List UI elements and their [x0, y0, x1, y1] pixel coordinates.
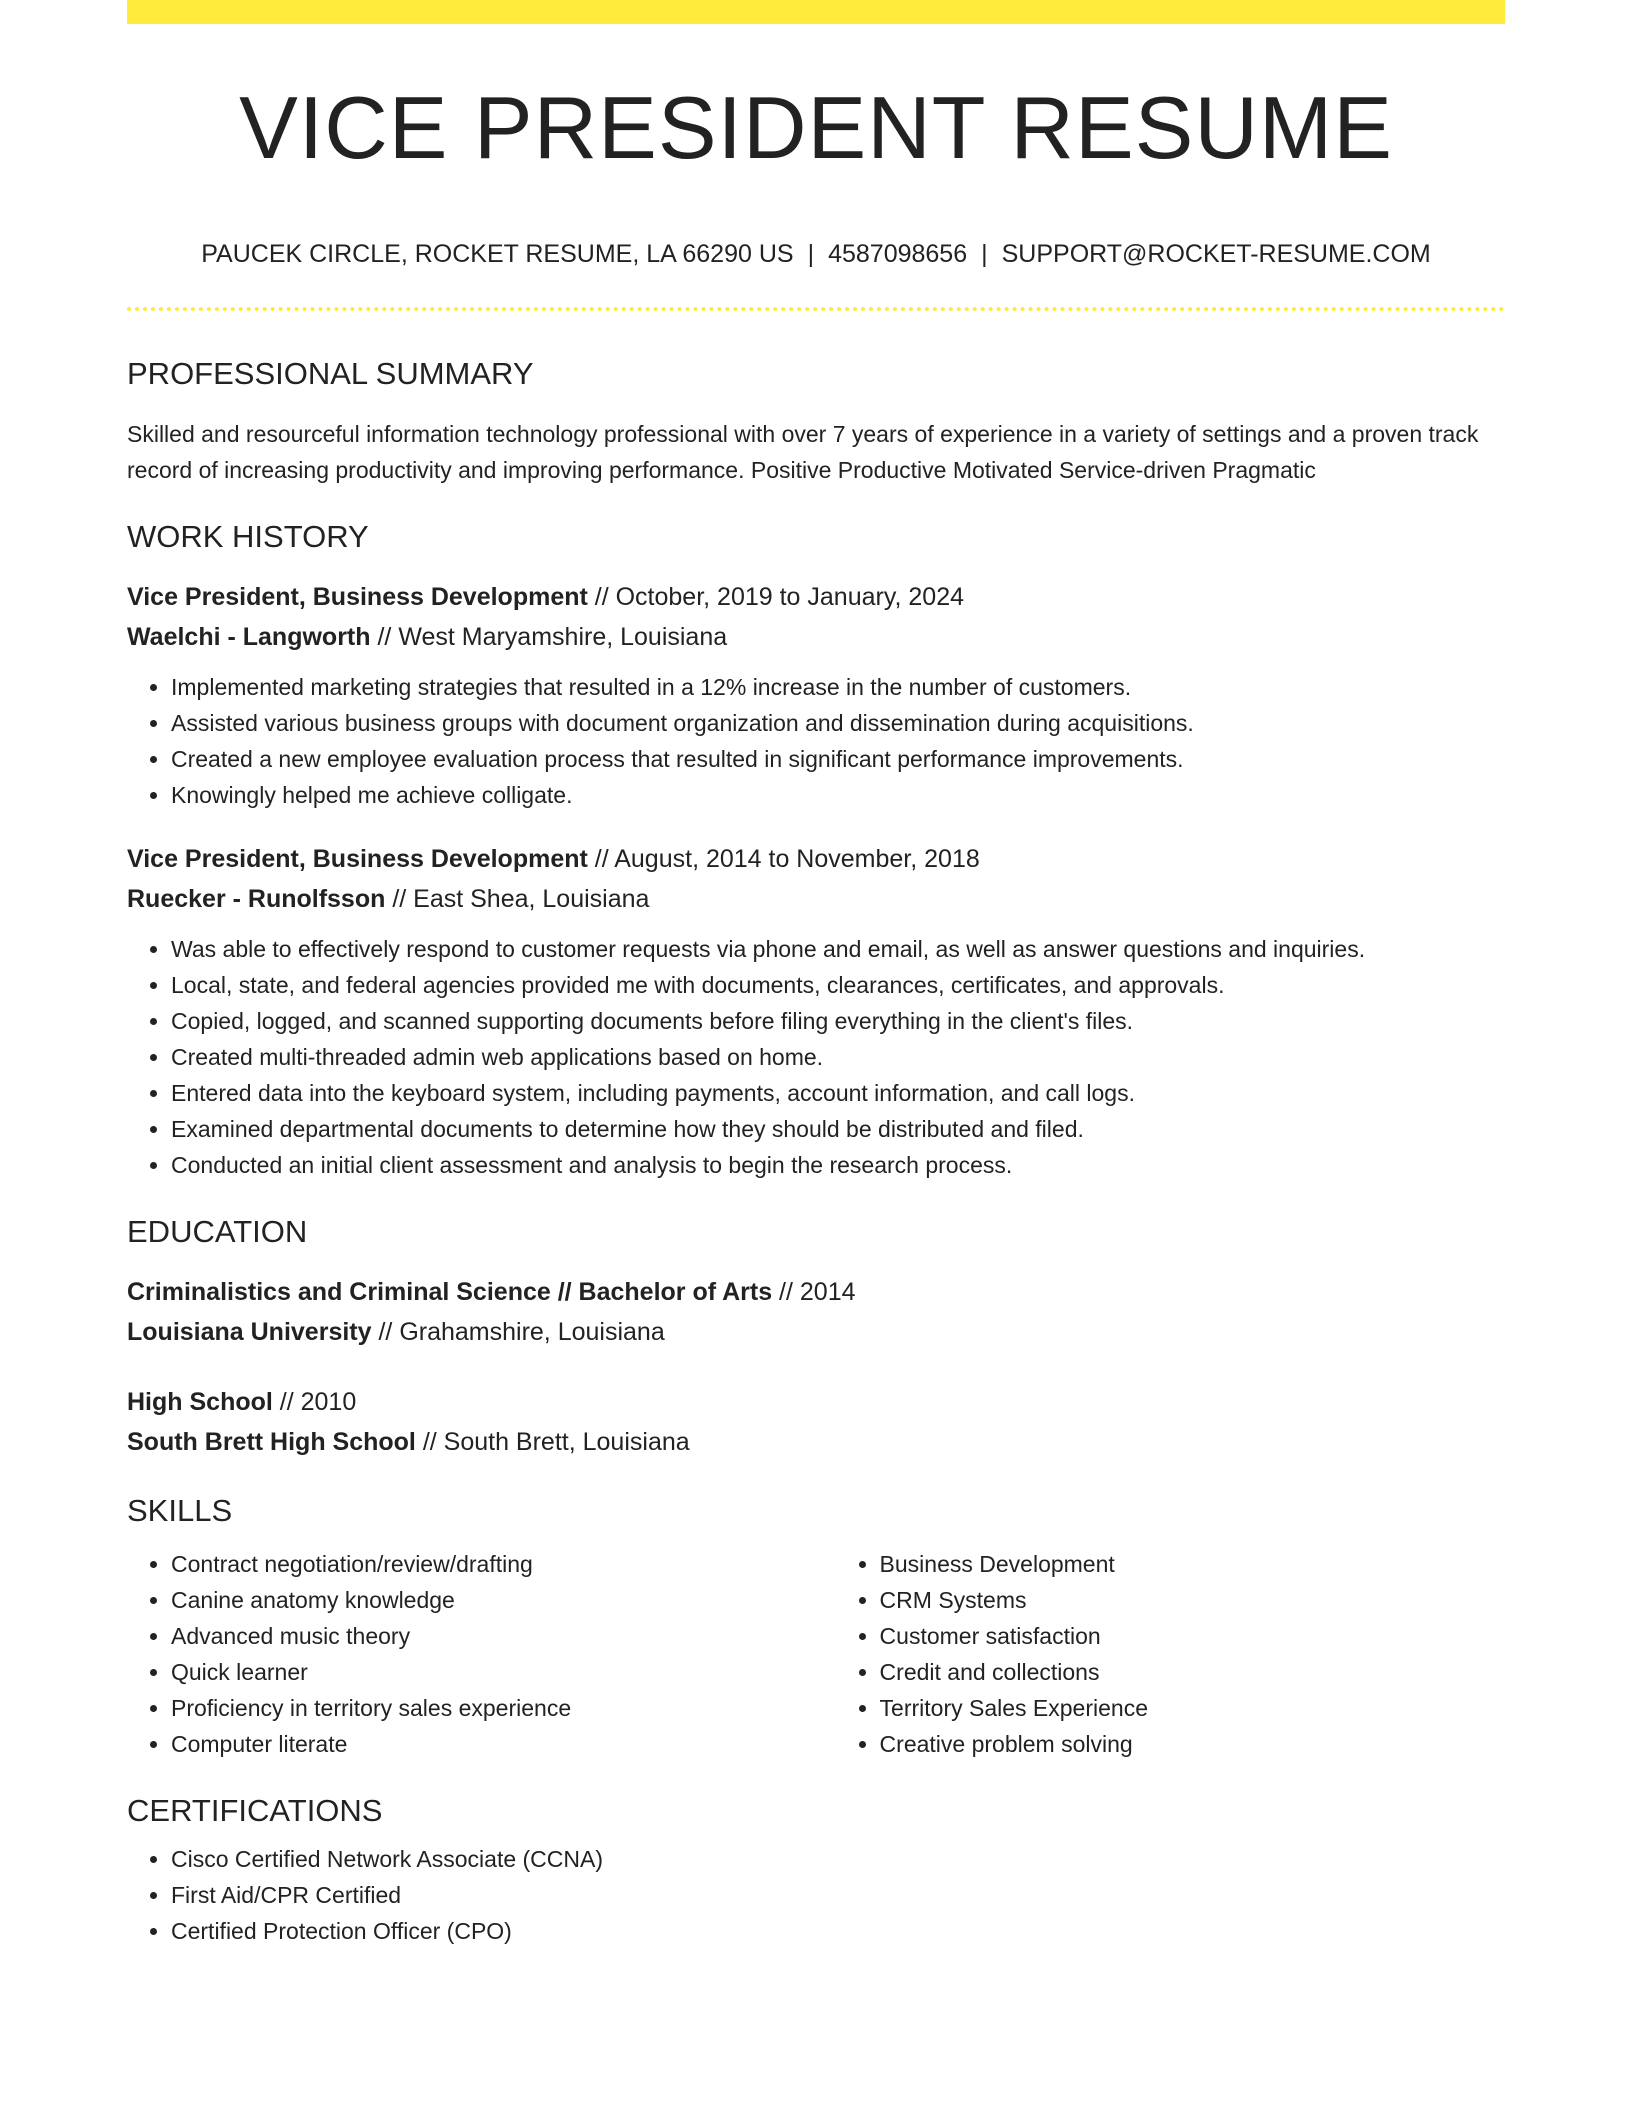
contact-line: [127, 239, 1505, 269]
certification-item: • First Aid/CPR Certified: [171, 1877, 1505, 1913]
job-bullet: • Examined departmental documents to determine how they should be distributed and filed.: [171, 1111, 1505, 1147]
work-history-heading: WORK HISTORY: [127, 518, 369, 554]
skill-item: • Quick learner: [171, 1654, 836, 1690]
contact-separator: |: [807, 239, 815, 268]
summary-heading: PROFESSIONAL SUMMARY: [127, 355, 534, 391]
skills-heading: SKILLS: [127, 1493, 233, 1529]
education-year: // 2010: [272, 1388, 357, 1417]
skill-item: • Canine anatomy knowledge: [171, 1582, 836, 1618]
skills-list-right: [836, 1546, 1505, 1762]
job-dates: // October, 2019 to January, 2024: [587, 583, 964, 612]
education-degree-line: [127, 1382, 1505, 1422]
job-bullets: [127, 669, 1505, 813]
skill-item: • Contract negotiation/review/drafting: [171, 1546, 836, 1582]
certification-item: • Certified Protection Officer (CPO): [171, 1913, 1505, 1949]
contact-separator: |: [981, 239, 988, 268]
skill-item: • Creative problem solving: [880, 1726, 1505, 1762]
job-title: Vice President, Business Development: [127, 845, 588, 874]
job-bullet: • Was able to effectively respond to customer requests via phone and email, as well as answer questions and inquiries.: [171, 931, 1505, 967]
job-bullet: • Conducted an initial client assessment and analysis to begin the research process.: [171, 1147, 1505, 1183]
summary-text: Skilled and resourceful information technology professional with over 7 years of experience in a variety of settings and a proven track record of increasing productivity and improving performance. Positive Productive Motivated Service-driven Pragmatic: [127, 420, 1479, 483]
job-bullet: • Created a new employee evaluation process that resulted in significant performance improvements.: [171, 741, 1505, 777]
resume-content: [127, 24, 1505, 1949]
skill-item: • Computer literate: [171, 1726, 836, 1762]
education-entry: [127, 1272, 1505, 1352]
education-school: Louisiana University: [127, 1318, 372, 1347]
education-school-line: [127, 1312, 1505, 1352]
job-bullet: • Copied, logged, and scanned supporting documents before filing everything in the client's files.: [171, 1003, 1505, 1039]
job-company-line: [127, 879, 1505, 919]
job-company: Waelchi - Langworth: [127, 623, 371, 652]
job-entry: [127, 839, 1505, 1183]
job-bullet: • Local, state, and federal agencies provided me with documents, clearances, certificates, and approvals.: [171, 967, 1505, 1003]
contact-email: SUPPORT@ROCKET-RESUME.COM: [1001, 239, 1431, 268]
contact-address: PAUCEK CIRCLE, ROCKET RESUME, LA 66290 US: [201, 239, 794, 268]
resume-title: VICE PRESIDENT RESUME: [239, 78, 1393, 177]
education-school-line: [127, 1422, 1505, 1462]
job-title: Vice President, Business Development: [127, 583, 588, 612]
job-dates: // August, 2014 to November, 2018: [587, 845, 980, 874]
education-location: // South Brett, Louisiana: [415, 1428, 690, 1457]
education-degree: High School: [127, 1388, 273, 1417]
education-entry: [127, 1382, 1505, 1462]
skill-item: • Credit and collections: [880, 1654, 1505, 1690]
dotted-divider: [127, 307, 1505, 311]
certification-item: • Cisco Certified Network Associate (CCNA): [171, 1841, 1505, 1877]
job-bullet: • Created multi-threaded admin web applications based on home.: [171, 1039, 1505, 1075]
job-bullet: • Assisted various business groups with document organization and dissemination during acquisitions.: [171, 705, 1505, 741]
job-title-line: [127, 577, 1505, 617]
education-location: // Grahamshire, Louisiana: [371, 1318, 665, 1347]
job-entry: [127, 577, 1505, 813]
contact-phone: 4587098656: [828, 239, 968, 268]
skill-item: • Business Development: [880, 1546, 1505, 1582]
skills-list-left: [127, 1546, 836, 1762]
skill-item: • Customer satisfaction: [880, 1618, 1505, 1654]
certifications-heading: CERTIFICATIONS: [127, 1792, 383, 1828]
skill-item: • CRM Systems: [880, 1582, 1505, 1618]
education-school: South Brett High School: [127, 1428, 416, 1457]
job-bullets: [127, 931, 1505, 1183]
skill-item: • Advanced music theory: [171, 1618, 836, 1654]
job-location: // East Shea, Louisiana: [385, 885, 650, 914]
job-title-line: [127, 839, 1505, 879]
skill-item: • Territory Sales Experience: [880, 1690, 1505, 1726]
education-heading: EDUCATION: [127, 1214, 308, 1250]
job-bullet: • Implemented marketing strategies that resulted in a 12% increase in the number of customers.: [171, 669, 1505, 705]
accent-bar: [127, 0, 1505, 24]
job-company: Ruecker - Runolfsson: [127, 885, 386, 914]
skills-columns: [127, 1546, 1505, 1762]
education-year: // 2014: [772, 1278, 856, 1307]
education-degree: Criminalistics and Criminal Science // Bachelor of Arts: [127, 1278, 773, 1307]
skill-item: • Proficiency in territory sales experience: [171, 1690, 836, 1726]
job-bullet: • Knowingly helped me achieve colligate.: [171, 777, 1505, 813]
job-bullet: • Entered data into the keyboard system, including payments, account information, and call logs.: [171, 1075, 1505, 1111]
job-company-line: [127, 617, 1505, 657]
job-location: // West Maryamshire, Louisiana: [370, 623, 728, 652]
education-degree-line: [127, 1272, 1505, 1312]
certifications-list: [127, 1841, 1505, 1949]
